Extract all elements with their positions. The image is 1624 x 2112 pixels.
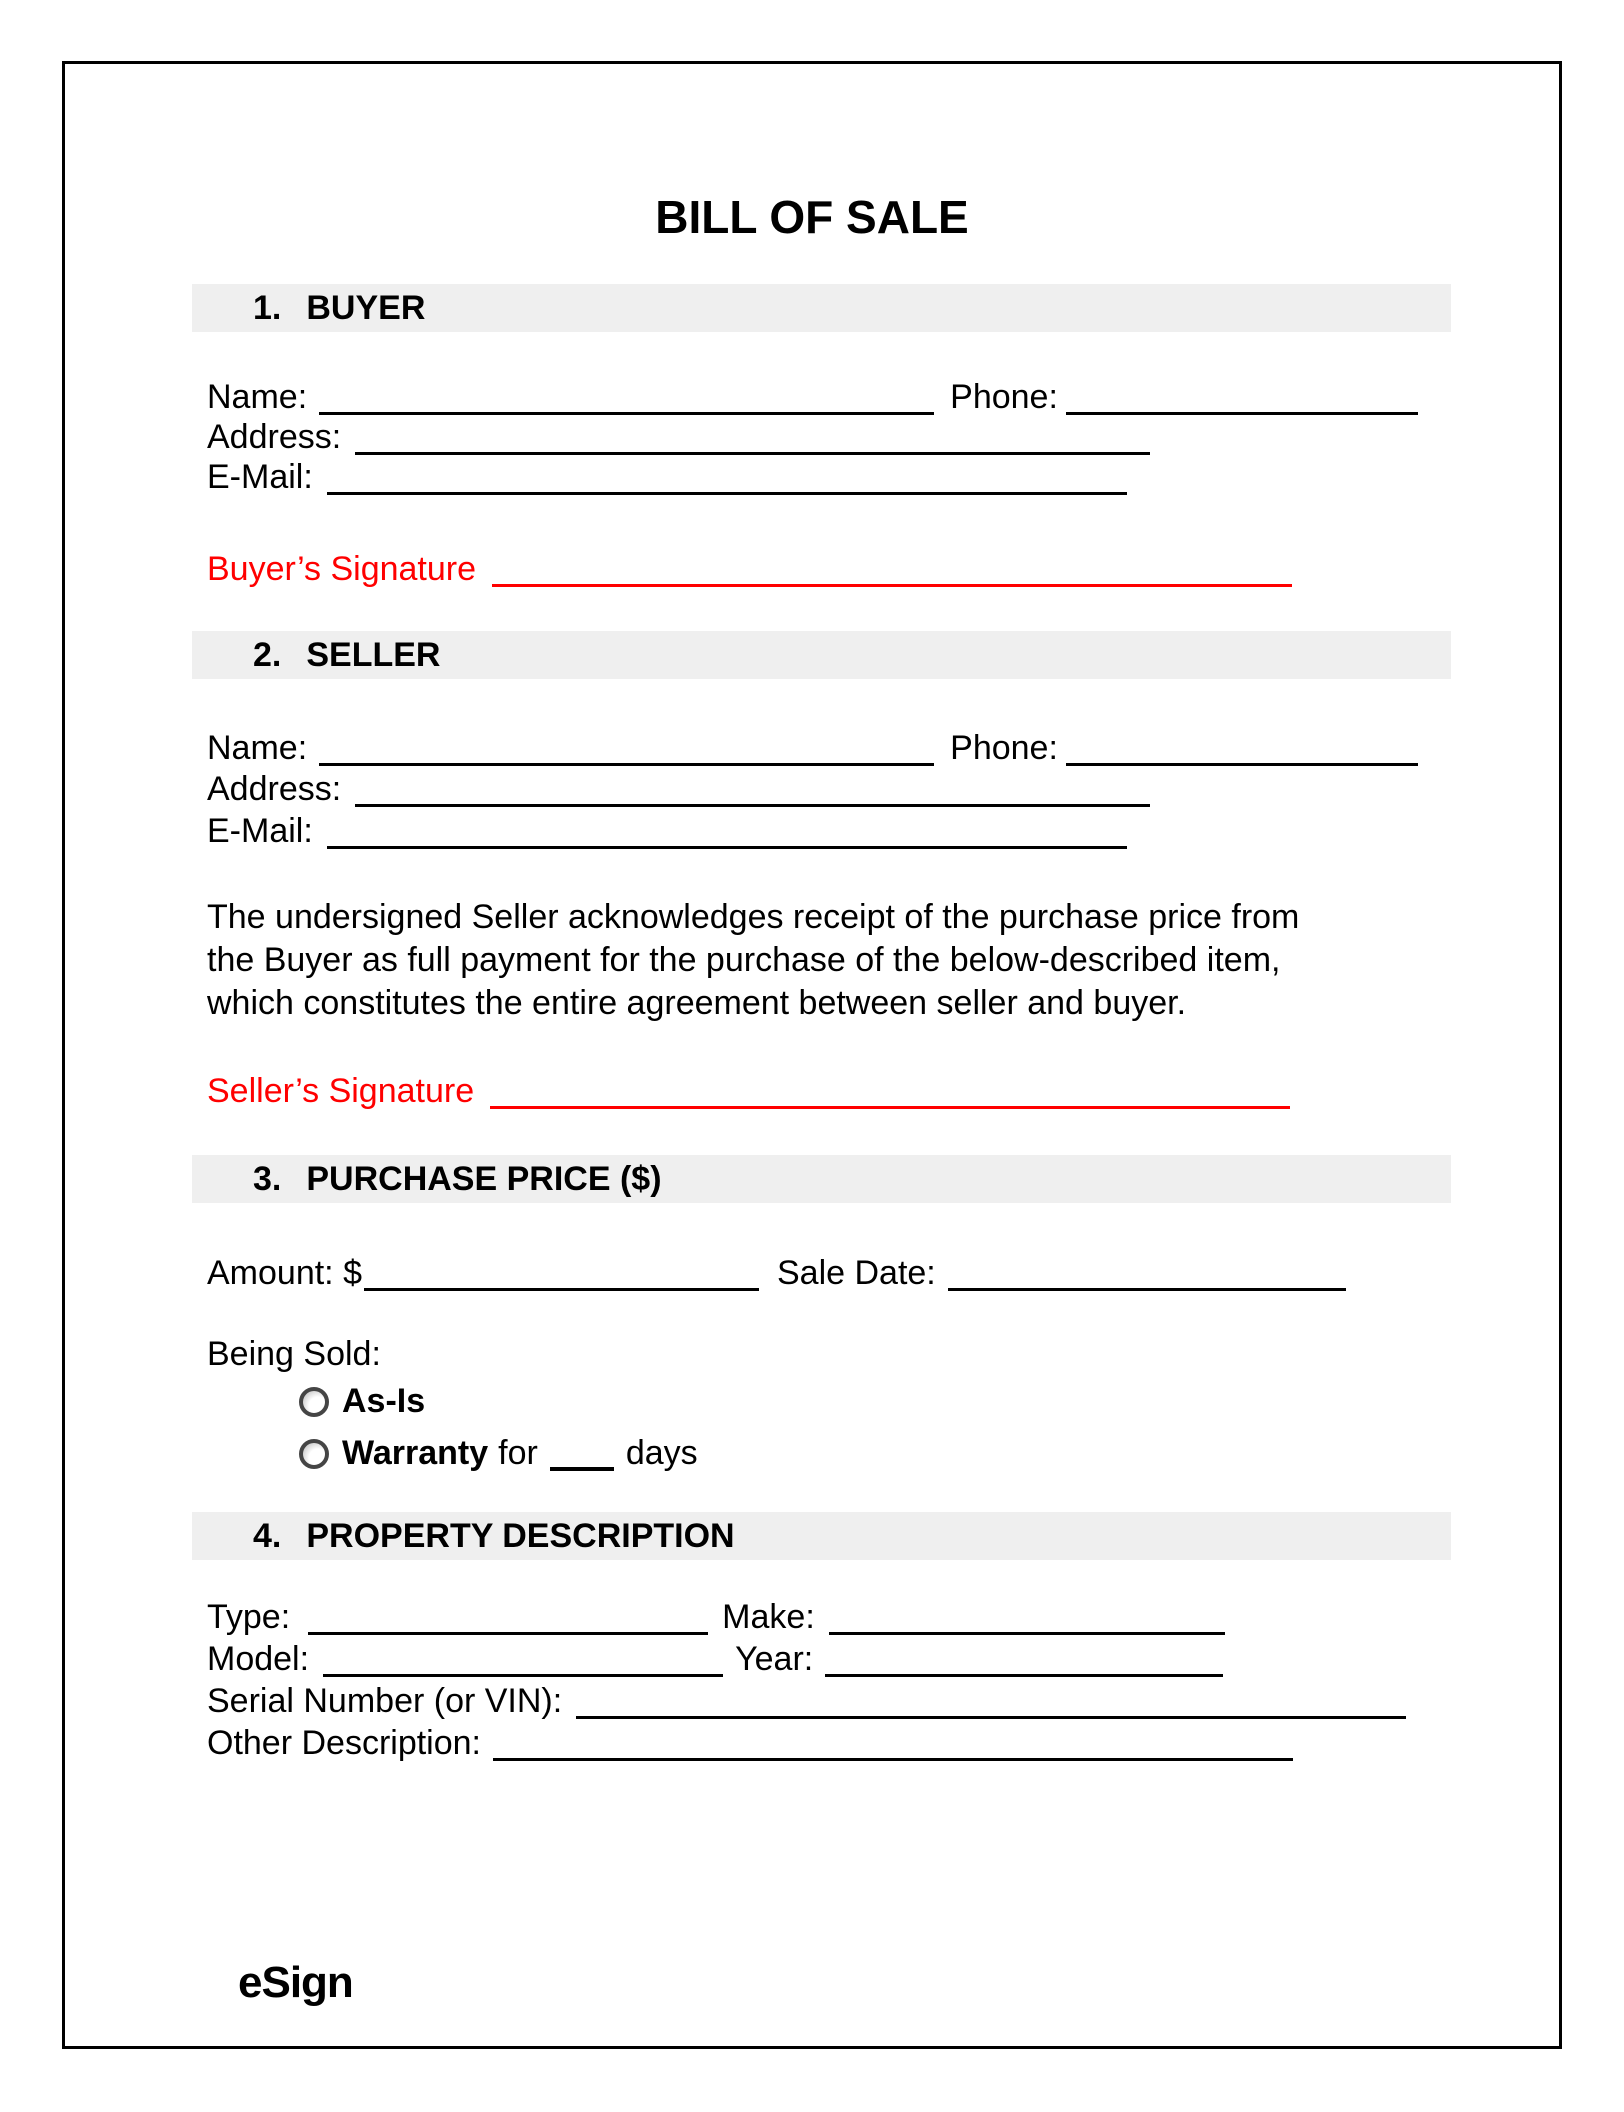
amount-row (207, 1253, 1346, 1293)
make-label: Make: (722, 1598, 815, 1636)
buyer-signature-label: Buyer’s Signature (207, 550, 477, 588)
warranty-for-label: for (498, 1434, 538, 1472)
model-field[interactable] (323, 1674, 723, 1677)
section-number: 3. (253, 1159, 282, 1198)
amount-label: Amount: $ (207, 1254, 362, 1292)
name-label: Name: (207, 378, 308, 416)
other-description-row (207, 1723, 1293, 1763)
amount-field[interactable] (364, 1288, 759, 1291)
paragraph-line: The undersigned Seller acknowledges receipt of the purchase price from (207, 898, 1300, 936)
address-label: Address: (207, 418, 342, 456)
email-label: E-Mail: (207, 812, 313, 850)
as-is-radio[interactable] (299, 1387, 329, 1417)
model-year-row (207, 1639, 1223, 1679)
buyer-signature-row (207, 549, 1292, 589)
buyer-name-field[interactable] (319, 412, 934, 415)
esign-logo: eSign (238, 1958, 353, 2007)
being-sold-row (207, 1334, 381, 1374)
phone-label: Phone: (950, 378, 1058, 416)
warranty-days-label: days (625, 1434, 698, 1472)
email-label: E-Mail: (207, 458, 313, 496)
buyer-address-field[interactable] (355, 452, 1150, 455)
warranty-label: Warranty (342, 1434, 489, 1472)
as-is-label: As-Is (342, 1382, 426, 1420)
model-label: Model: (207, 1640, 310, 1678)
warranty-option-row (299, 1433, 698, 1473)
section-title: PURCHASE PRICE ($) (306, 1159, 662, 1198)
section-header-buyer (192, 284, 1451, 332)
section-number: 4. (253, 1516, 282, 1555)
section-title: BUYER (306, 288, 426, 327)
serial-label: Serial Number (or VIN): (207, 1682, 563, 1720)
section-header-price (192, 1155, 1451, 1203)
seller-name-field[interactable] (319, 763, 934, 766)
seller-name-row (207, 728, 1418, 768)
seller-phone-field[interactable] (1066, 763, 1418, 766)
seller-signature-row (207, 1071, 1290, 1111)
phone-label: Phone: (950, 729, 1058, 767)
buyer-phone-field[interactable] (1066, 412, 1418, 415)
buyer-email-row (207, 457, 1127, 497)
being-sold-label: Being Sold: (207, 1335, 381, 1373)
page-title: BILL OF SALE (655, 191, 969, 243)
type-label: Type: (207, 1598, 291, 1636)
type-make-row (207, 1597, 1225, 1637)
paragraph-line: the Buyer as full payment for the purchase of the below-described item, (207, 941, 1281, 979)
section-header-seller (192, 631, 1451, 679)
seller-signature-label: Seller’s Signature (207, 1072, 475, 1110)
seller-address-field[interactable] (355, 804, 1150, 807)
type-field[interactable] (308, 1632, 708, 1635)
sale-date-label: Sale Date: (776, 1254, 936, 1292)
make-field[interactable] (829, 1632, 1225, 1635)
seller-address-row (207, 769, 1150, 809)
other-description-field[interactable] (493, 1758, 1293, 1761)
address-label: Address: (207, 770, 342, 808)
year-label: Year: (735, 1640, 814, 1678)
seller-acknowledgement-paragraph (207, 896, 1299, 1025)
seller-signature-field[interactable] (490, 1106, 1290, 1109)
section-title: SELLER (306, 635, 441, 674)
other-description-label: Other Description: (207, 1724, 481, 1762)
serial-field[interactable] (576, 1716, 1406, 1719)
section-number: 1. (253, 288, 282, 327)
sale-date-field[interactable] (948, 1288, 1346, 1291)
serial-row (207, 1681, 1406, 1721)
seller-email-field[interactable] (327, 846, 1127, 849)
section-title: PROPERTY DESCRIPTION (306, 1516, 735, 1555)
buyer-email-field[interactable] (327, 492, 1127, 495)
section-number: 2. (253, 635, 282, 674)
warranty-radio[interactable] (299, 1439, 329, 1469)
name-label: Name: (207, 729, 308, 767)
as-is-option-row (299, 1381, 425, 1421)
paragraph-line: which constitutes the entire agreement between seller and buyer. (207, 984, 1187, 1022)
section-header-property (192, 1512, 1451, 1560)
buyer-name-row (207, 377, 1418, 417)
year-field[interactable] (825, 1674, 1223, 1677)
seller-email-row (207, 811, 1127, 851)
buyer-address-row (207, 417, 1150, 457)
warranty-days-field[interactable] (550, 1467, 614, 1471)
buyer-signature-field[interactable] (492, 584, 1292, 587)
